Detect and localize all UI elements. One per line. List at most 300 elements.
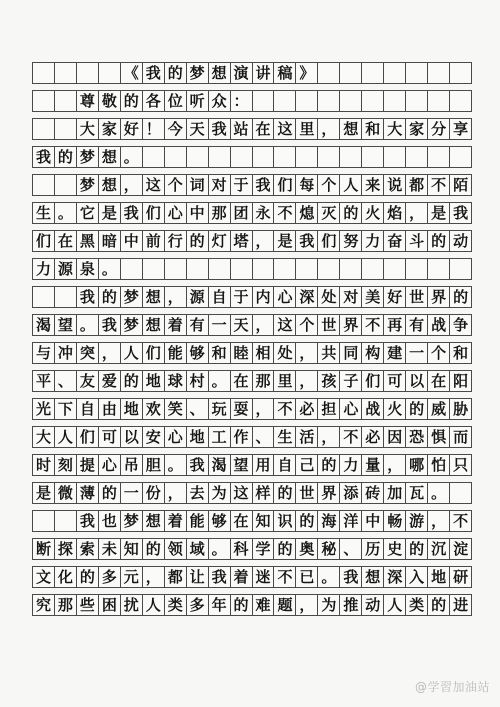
handwritten-char: 笑 — [167, 399, 183, 418]
grid-cell — [384, 287, 406, 307]
grid-band — [32, 314, 472, 336]
grid-cell — [318, 91, 340, 111]
grid-line — [32, 202, 472, 230]
grid-cell — [450, 287, 471, 307]
grid-line — [32, 62, 472, 90]
handwritten-char: 与 — [35, 343, 51, 362]
grid-cell — [33, 567, 55, 587]
grid-cell — [33, 455, 55, 475]
handwritten-char: 前 — [145, 231, 161, 250]
grid-cell — [318, 539, 340, 559]
grid-cell — [187, 427, 209, 447]
handwritten-char: 的 — [145, 539, 161, 558]
grid-cell — [406, 203, 428, 223]
grid-cell — [450, 175, 471, 195]
grid-cell — [318, 483, 340, 503]
handwritten-char: 欢 — [145, 399, 161, 418]
grid-cell — [318, 399, 340, 419]
handwritten-char: 每 — [299, 175, 315, 194]
grid-cell — [362, 539, 384, 559]
handwritten-char: 不 — [277, 399, 293, 418]
grid-cell — [143, 343, 165, 363]
grid-cell — [253, 203, 275, 223]
handwritten-char: 类 — [409, 595, 425, 614]
handwritten-char: 必 — [299, 399, 315, 418]
handwritten-char: 灭 — [321, 203, 337, 222]
grid-cell — [318, 203, 340, 223]
handwritten-char: 未 — [101, 539, 117, 558]
grid-cell — [450, 343, 471, 363]
grid-line — [32, 398, 472, 426]
handwritten-char: 只 — [453, 455, 469, 474]
line-gap — [32, 616, 472, 622]
handwritten-char: 大 — [79, 119, 95, 138]
grid-cell — [318, 147, 340, 167]
grid-cell — [187, 371, 209, 391]
handwritten-char: 着 — [167, 315, 183, 334]
grid-cell — [296, 287, 318, 307]
handwritten-char: 一 — [123, 483, 139, 502]
grid-cell — [384, 315, 406, 335]
handwritten-char: 、 — [57, 371, 73, 390]
grid-cell — [231, 287, 253, 307]
grid-cell — [55, 455, 77, 475]
grid-cell — [318, 427, 340, 447]
handwritten-char: 我 — [211, 119, 227, 138]
grid-cell — [143, 203, 165, 223]
grid-cell — [384, 371, 406, 391]
grid-cell — [187, 399, 209, 419]
handwritten-char: 建 — [387, 343, 403, 362]
grid-cell — [33, 203, 55, 223]
handwritten-char: 它 — [79, 203, 95, 222]
handwritten-char: 研 — [453, 567, 469, 586]
handwritten-char: 的 — [431, 231, 447, 250]
handwritten-char: 领 — [167, 539, 183, 558]
grid-cell — [231, 511, 253, 531]
grid-cell — [296, 455, 318, 475]
grid-cell — [428, 203, 450, 223]
grid-line — [32, 426, 472, 454]
grid-cell — [384, 399, 406, 419]
grid-cell — [384, 511, 406, 531]
grid-cell — [33, 147, 55, 167]
handwritten-char: 人 — [343, 175, 359, 194]
grid-cell — [362, 427, 384, 447]
grid-cell — [165, 427, 187, 447]
grid-cell — [384, 259, 406, 279]
handwritten-char: ， — [255, 231, 271, 250]
grid-band — [32, 258, 472, 280]
grid-cell — [231, 175, 253, 195]
grid-cell — [165, 259, 187, 279]
handwritten-char: 样 — [255, 483, 271, 502]
grid-cell — [362, 567, 384, 587]
handwritten-char: 海 — [321, 511, 337, 530]
grid-cell — [143, 399, 165, 419]
handwritten-char: 历 — [365, 539, 381, 558]
grid-cell — [450, 399, 471, 419]
handwritten-char: 家 — [409, 119, 425, 138]
grid-cell — [33, 315, 55, 335]
grid-cell — [362, 483, 384, 503]
grid-cell — [77, 343, 99, 363]
handwritten-char: 、 — [255, 427, 271, 446]
grid-cell — [33, 595, 55, 615]
grid-cell — [340, 483, 362, 503]
grid-line — [32, 538, 472, 566]
grid-line — [32, 566, 472, 594]
handwritten-char: 秘 — [321, 539, 337, 558]
grid-line — [32, 370, 472, 398]
grid-cell — [55, 175, 77, 195]
handwritten-char: 们 — [365, 371, 381, 390]
handwritten-char: 来 — [365, 175, 381, 194]
grid-cell — [340, 595, 362, 615]
handwritten-char: 和 — [453, 343, 469, 362]
grid-cell — [165, 287, 187, 307]
handwritten-char: 中 — [189, 203, 205, 222]
handwritten-char: 我 — [123, 203, 139, 222]
grid-cell — [296, 315, 318, 335]
handwritten-char: 共 — [321, 343, 337, 362]
grid-cell — [231, 203, 253, 223]
grid-cell — [450, 231, 471, 251]
grid-cell — [143, 119, 165, 139]
grid-cell — [231, 483, 253, 503]
grid-cell — [99, 539, 121, 559]
grid-cell — [428, 147, 450, 167]
handwritten-char: 知 — [123, 539, 139, 558]
grid-cell — [55, 147, 77, 167]
grid-cell — [55, 343, 77, 363]
grid-cell — [340, 259, 362, 279]
grid-cell — [55, 91, 77, 111]
handwritten-char: 、 — [189, 399, 205, 418]
grid-cell — [340, 399, 362, 419]
grid-cell — [253, 147, 275, 167]
handwritten-char: 人 — [57, 427, 73, 446]
handwritten-char: 沉 — [431, 539, 447, 558]
handwritten-char: 地 — [145, 371, 161, 390]
grid-band — [32, 146, 472, 168]
grid-cell — [340, 91, 362, 111]
grid-cell — [187, 259, 209, 279]
handwritten-char: 。 — [79, 315, 95, 334]
grid-cell — [99, 427, 121, 447]
handwritten-char: 好 — [387, 287, 403, 306]
grid-cell — [209, 231, 231, 251]
grid-cell — [165, 231, 187, 251]
grid-cell — [231, 91, 253, 111]
handwritten-char: ， — [123, 175, 139, 194]
grid-cell — [362, 399, 384, 419]
grid-cell — [187, 119, 209, 139]
grid-cell — [121, 427, 143, 447]
handwritten-char: 都 — [409, 175, 425, 194]
handwritten-char: ， — [145, 567, 161, 586]
handwritten-char: 那 — [57, 595, 73, 614]
grid-cell — [384, 567, 406, 587]
grid-cell — [296, 567, 318, 587]
handwritten-char: 游 — [409, 511, 425, 530]
handwritten-char: 。 — [101, 259, 117, 278]
grid-cell — [231, 147, 253, 167]
grid-cell — [340, 287, 362, 307]
grid-cell — [406, 287, 428, 307]
handwritten-char: 那 — [211, 203, 227, 222]
grid-cell — [99, 119, 121, 139]
grid-cell — [77, 427, 99, 447]
handwritten-char: 我 — [35, 147, 51, 166]
handwritten-char: 去 — [189, 483, 205, 502]
handwritten-char: 《 — [123, 63, 139, 82]
handwritten-char: 今 — [167, 119, 183, 138]
grid-cell — [77, 231, 99, 251]
handwritten-char: 的 — [167, 63, 183, 82]
grid-cell — [121, 511, 143, 531]
grid-cell — [450, 91, 471, 111]
grid-cell — [187, 483, 209, 503]
grid-cell — [231, 231, 253, 251]
grid-cell — [165, 203, 187, 223]
handwritten-char: 己 — [299, 455, 315, 474]
grid-cell — [99, 287, 121, 307]
handwritten-char: 洋 — [343, 511, 359, 530]
grid-cell — [33, 483, 55, 503]
grid-cell — [428, 567, 450, 587]
handwritten-char: 个 — [299, 315, 315, 334]
grid-cell — [428, 259, 450, 279]
grid-cell — [99, 259, 121, 279]
grid-cell — [121, 483, 143, 503]
handwritten-char: 各 — [145, 91, 161, 110]
grid-cell — [99, 63, 121, 83]
handwritten-char: 不 — [365, 315, 381, 334]
grid-cell — [274, 315, 296, 335]
handwritten-char: 微 — [57, 483, 73, 502]
handwritten-char: 们 — [79, 427, 95, 446]
grid-band — [32, 174, 472, 196]
grid-cell — [121, 539, 143, 559]
grid-cell — [165, 511, 187, 531]
handwritten-char: 想 — [145, 511, 161, 530]
grid-cell — [143, 147, 165, 167]
grid-cell — [121, 147, 143, 167]
handwritten-char: ， — [167, 287, 183, 306]
grid-cell — [406, 427, 428, 447]
grid-cell — [428, 427, 450, 447]
grid-cell — [187, 595, 209, 615]
grid-cell — [33, 399, 55, 419]
grid-cell — [384, 63, 406, 83]
grid-cell — [318, 63, 340, 83]
handwritten-char: 友 — [79, 371, 95, 390]
grid-cell — [165, 539, 187, 559]
handwritten-char: ， — [321, 427, 337, 446]
grid-cell — [253, 567, 275, 587]
grid-cell — [318, 231, 340, 251]
grid-line — [32, 286, 472, 314]
grid-cell — [450, 203, 471, 223]
grid-cell — [274, 147, 296, 167]
grid-cell — [143, 511, 165, 531]
grid-cell — [33, 231, 55, 251]
grid-cell — [209, 119, 231, 139]
handwritten-char: 美 — [365, 287, 381, 306]
handwritten-char: 够 — [211, 511, 227, 530]
handwritten-char: 我 — [145, 63, 161, 82]
grid-cell — [384, 119, 406, 139]
grid-cell — [296, 511, 318, 531]
handwritten-char: 是 — [35, 483, 51, 502]
handwritten-char: 入 — [409, 567, 425, 586]
handwritten-char: 那 — [255, 371, 271, 390]
grid-cell — [406, 595, 428, 615]
grid-cell — [99, 399, 121, 419]
grid-cell — [406, 343, 428, 363]
grid-cell — [99, 455, 121, 475]
handwritten-char: 暗 — [101, 231, 117, 250]
grid-cell — [340, 175, 362, 195]
grid-line — [32, 258, 472, 286]
handwritten-char: 可 — [387, 371, 403, 390]
handwritten-char: 薄 — [79, 483, 95, 502]
handwritten-char: 好 — [123, 119, 139, 138]
handwritten-char: 和 — [211, 343, 227, 362]
handwritten-char: 稿 — [277, 63, 293, 82]
grid-band — [32, 202, 472, 224]
grid-cell — [450, 567, 471, 587]
handwritten-char: 因 — [387, 427, 403, 446]
handwritten-char: 以 — [123, 427, 139, 446]
grid-cell — [143, 231, 165, 251]
grid-cell — [340, 63, 362, 83]
grid-cell — [384, 203, 406, 223]
grid-cell — [450, 427, 471, 447]
grid-cell — [231, 343, 253, 363]
grid-cell — [296, 427, 318, 447]
handwritten-char: 年 — [211, 595, 227, 614]
grid-cell — [318, 455, 340, 475]
handwritten-char: 在 — [255, 119, 271, 138]
handwritten-char: 有 — [189, 315, 205, 334]
handwritten-char: 力 — [343, 455, 359, 474]
grid-line — [32, 314, 472, 342]
handwritten-char: 这 — [233, 483, 249, 502]
grid-cell — [55, 511, 77, 531]
grid-band — [32, 118, 472, 140]
grid-cell — [428, 231, 450, 251]
grid-cell — [253, 259, 275, 279]
handwritten-char: 的 — [453, 287, 469, 306]
grid-cell — [209, 427, 231, 447]
grid-cell — [428, 315, 450, 335]
handwritten-char: 这 — [277, 315, 293, 334]
handwritten-char: ， — [167, 483, 183, 502]
handwritten-char: 地 — [123, 399, 139, 418]
handwritten-char: 内 — [255, 287, 271, 306]
grid-cell — [296, 259, 318, 279]
grid-cell — [253, 231, 275, 251]
grid-cell — [231, 119, 253, 139]
handwritten-char: 梦 — [189, 63, 205, 82]
handwritten-char: 科 — [233, 539, 249, 558]
grid-cell — [55, 539, 77, 559]
handwritten-char: 的 — [123, 91, 139, 110]
grid-cell — [450, 483, 471, 503]
handwritten-char: 我 — [255, 175, 271, 194]
handwritten-char: ， — [299, 343, 315, 362]
handwritten-char: 行 — [167, 231, 183, 250]
grid-cell — [296, 343, 318, 363]
handwritten-char: ， — [409, 203, 425, 222]
grid-cell — [274, 259, 296, 279]
grid-cell — [143, 91, 165, 111]
grid-cell — [428, 119, 450, 139]
grid-cell — [143, 595, 165, 615]
handwritten-char: 的 — [189, 231, 205, 250]
grid-cell — [143, 371, 165, 391]
grid-cell — [209, 147, 231, 167]
grid-cell — [406, 119, 428, 139]
grid-cell — [55, 231, 77, 251]
grid-cell — [121, 315, 143, 335]
grid-cell — [165, 91, 187, 111]
handwritten-char: 天 — [233, 315, 249, 334]
handwritten-char: 、 — [343, 539, 359, 558]
grid-cell — [77, 203, 99, 223]
handwritten-char: 世 — [321, 315, 337, 334]
grid-band — [32, 454, 472, 476]
grid-cell — [99, 91, 121, 111]
grid-cell — [143, 175, 165, 195]
watermark: @学習加油站 — [414, 680, 490, 694]
grid-cell — [121, 455, 143, 475]
grid-band — [32, 594, 472, 616]
grid-cell — [165, 119, 187, 139]
grid-cell — [384, 147, 406, 167]
handwritten-char: 工 — [211, 427, 227, 446]
handwritten-char: 子 — [343, 371, 359, 390]
grid-cell — [77, 399, 99, 419]
handwritten-char: 自 — [211, 287, 227, 306]
handwritten-char: 睦 — [233, 343, 249, 362]
handwritten-char: 元 — [123, 567, 139, 586]
handwritten-char: 我 — [453, 203, 469, 222]
handwritten-char: 们 — [35, 231, 51, 250]
grid-cell — [450, 119, 471, 139]
grid-cell — [253, 399, 275, 419]
handwritten-char: 战 — [431, 315, 447, 334]
handwritten-char: 想 — [145, 315, 161, 334]
grid-band — [32, 566, 472, 588]
grid-band — [32, 286, 472, 308]
handwritten-char: 熄 — [299, 203, 315, 222]
grid-cell — [274, 455, 296, 475]
handwritten-char: 泉 — [79, 259, 95, 278]
handwritten-char: 里 — [277, 371, 293, 390]
handwritten-char: 作 — [233, 427, 249, 446]
grid-cell — [384, 343, 406, 363]
grid-cell — [362, 119, 384, 139]
grid-band — [32, 538, 472, 560]
handwritten-char: 深 — [387, 567, 403, 586]
grid-band — [32, 230, 472, 252]
grid-cell — [165, 147, 187, 167]
handwritten-char: 再 — [387, 315, 403, 334]
grid-cell — [406, 567, 428, 587]
